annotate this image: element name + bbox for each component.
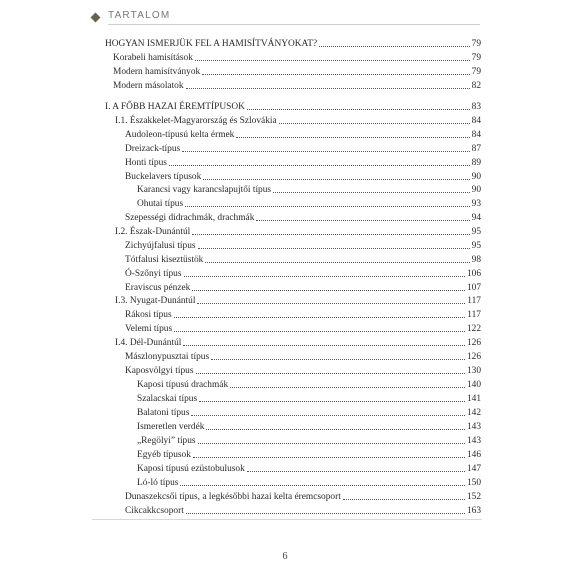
toc-entry[interactable] [125, 252, 481, 266]
toc-entry[interactable] [125, 155, 481, 169]
dot-leader [185, 206, 470, 207]
dot-leader [182, 151, 469, 152]
toc-entry-page: 79 [471, 39, 481, 49]
toc-entry-title: Kaposi típusú ezüstobulusok [137, 464, 245, 474]
toc-entry-page: 84 [471, 116, 481, 126]
toc-entry-page: 126 [466, 338, 481, 348]
dot-leader [169, 165, 470, 166]
toc-entry-page: 126 [466, 352, 481, 362]
dot-leader [192, 290, 465, 291]
dot-leader [183, 345, 465, 346]
dot-leader [184, 276, 465, 277]
toc-entry-title: Korabeli hamisítások [113, 53, 193, 63]
toc-entry-title: I.4. Dél-Dunántúl [115, 338, 182, 348]
toc-entry-title: Mászlonypusztai típus [125, 352, 210, 362]
toc-entry-title: Karancsi vagy karancslapujtői típus [137, 185, 272, 195]
toc-entry-title: Ló-ló típus [137, 478, 179, 488]
toc-entry[interactable] [137, 475, 481, 489]
toc-entry-page: 147 [466, 464, 481, 474]
dot-leader [247, 109, 470, 110]
dot-leader [273, 192, 470, 193]
bottom-rule [92, 519, 482, 520]
dot-leader [198, 248, 470, 249]
toc-entry[interactable] [125, 307, 481, 321]
toc-entry-title: I. A FŐBB HAZAI ÉREMTÍPUSOK [105, 102, 245, 112]
toc-entry[interactable] [113, 78, 481, 92]
toc-entry-title: Rákosi típus [125, 310, 172, 320]
dot-leader [192, 234, 469, 235]
toc-entry[interactable] [137, 182, 481, 196]
toc-entry-title: Dunaszekcsői típus, a legkésőbbi hazai kelta éremcsoport [125, 492, 341, 502]
dot-leader [247, 471, 465, 472]
dot-leader [186, 88, 470, 89]
dot-leader [193, 457, 465, 458]
toc-entry-title: Ó-Szőnyi típus [125, 269, 182, 279]
toc-entry-page: 79 [471, 67, 481, 77]
toc-entry-page: 143 [466, 436, 481, 446]
dot-leader [186, 513, 465, 514]
toc-entry[interactable] [137, 196, 481, 210]
toc-entry-page: 87 [471, 144, 481, 154]
dot-leader [195, 60, 470, 61]
toc-entry-title: I.3. Nyugat-Dunántúl [115, 296, 196, 306]
dot-leader [205, 262, 469, 263]
toc-entry-title: I.2. Észak-Dunántúl [115, 227, 191, 237]
toc-entry-title: Zichyújfalusi típus [125, 241, 196, 251]
toc-entry-title: Dreizack-típus [125, 144, 181, 154]
toc-entry-title: HOGYAN ISMERJÜK FEL A HAMISÍTVÁNYOKAT? [105, 39, 318, 49]
dot-leader [174, 317, 466, 318]
toc-entry[interactable] [125, 349, 481, 363]
toc-entry-title: Kaposvölgyi típus [125, 366, 194, 376]
dot-leader [191, 415, 465, 416]
toc-entry-page: 141 [466, 394, 481, 404]
dot-leader [343, 499, 465, 500]
toc-entry[interactable] [125, 127, 481, 141]
toc-entry-title: Eraviscus pénzek [125, 283, 191, 293]
toc-entry-title: Balatoni típus [137, 408, 190, 418]
toc-entry-title: Szepességi didrachmák, drachmák [125, 213, 255, 223]
dot-leader [174, 331, 465, 332]
toc-entry[interactable] [137, 447, 481, 461]
dot-leader [180, 485, 465, 486]
toc-entry-title: Buckelavers típusok [125, 172, 202, 182]
dot-leader [203, 179, 469, 180]
toc-entry-page: 143 [466, 422, 481, 432]
toc-entry[interactable] [125, 169, 481, 183]
toc-entry-page: 90 [471, 185, 481, 195]
toc-entry-page: 117 [467, 310, 481, 320]
toc-entry-page: 106 [466, 269, 481, 279]
dot-leader [202, 74, 469, 75]
page-number: 6 [282, 551, 288, 562]
toc-entry-page: 89 [471, 158, 481, 168]
toc-entry-title: Honti típus [125, 158, 167, 168]
toc-entry-title: Kaposi típusú drachmák [137, 380, 229, 390]
dot-leader [211, 359, 465, 360]
header-title: TARTALOM [108, 10, 171, 21]
toc-entry-title: Audoleon-típusú kelta érmek [125, 130, 235, 140]
toc-entry[interactable] [105, 36, 481, 50]
toc-entry-title: Cikcakkcsoport [125, 506, 184, 516]
dot-leader [196, 373, 465, 374]
dot-leader [198, 443, 465, 444]
toc-entry-page: 82 [471, 81, 481, 91]
toc-entry[interactable] [125, 489, 481, 503]
toc-entry-title: Modern hamisítványok [113, 67, 201, 77]
toc-entry-page: 152 [466, 492, 481, 502]
toc-entry-page: 95 [471, 241, 481, 251]
toc-entry[interactable] [137, 391, 481, 405]
toc-entry-title: Velemi típus [125, 324, 173, 334]
toc-entry-page: 146 [466, 450, 481, 460]
toc-entry[interactable] [125, 141, 481, 155]
toc-entry[interactable] [115, 113, 481, 127]
toc-entry-title: Tótfalusi kiseztüstök [125, 255, 204, 265]
toc-entry-title: I.1. Északkelet-Magyarország és Szlovákia [115, 116, 277, 126]
toc-entry-page: 90 [471, 172, 481, 182]
toc-entry-page: 79 [471, 53, 481, 63]
toc-entry[interactable] [125, 363, 481, 377]
toc-entry[interactable] [137, 461, 481, 475]
toc-entry[interactable] [125, 280, 481, 294]
toc-entry[interactable] [137, 405, 481, 419]
toc-entry[interactable] [113, 64, 481, 78]
toc-entry-title: Modern másolatok [113, 81, 184, 91]
dot-leader [319, 46, 469, 47]
toc-entry[interactable] [125, 266, 481, 280]
toc-entry-page: 117 [467, 296, 481, 306]
dot-leader [279, 123, 470, 124]
toc-entry-page: 142 [466, 408, 481, 418]
toc-entry-page: 107 [466, 283, 481, 293]
toc-entry[interactable] [125, 503, 481, 517]
toc-entry[interactable] [105, 99, 481, 113]
dot-leader [230, 387, 465, 388]
toc-entry[interactable] [113, 50, 481, 64]
toc-entry[interactable] [125, 210, 481, 224]
toc-entry-page: 94 [471, 213, 481, 223]
toc-entry-page: 163 [466, 506, 481, 516]
dot-leader [256, 220, 469, 221]
dot-leader [206, 429, 465, 430]
toc-entry-page: 140 [466, 380, 481, 390]
dot-leader [199, 401, 465, 402]
toc-entry-page: 95 [471, 227, 481, 237]
toc-entry[interactable] [125, 321, 481, 335]
toc-entry-page: 150 [466, 478, 481, 488]
toc-entry-page: 130 [466, 366, 481, 376]
toc-entry-title: Ismeretlen verdék [137, 422, 205, 432]
toc-entry[interactable] [115, 224, 481, 238]
toc-entry-title: Szalacskai típus [137, 394, 198, 404]
toc-entry[interactable] [137, 419, 481, 433]
toc-entry-page: 93 [471, 199, 481, 209]
toc-entry[interactable] [115, 335, 481, 349]
dot-leader [236, 137, 469, 138]
toc-entry-title: Egyéb típusok [137, 450, 191, 460]
toc-entry[interactable] [137, 377, 481, 391]
toc-entry-page: 122 [466, 324, 481, 334]
toc-entry-title: Ohutai típus [137, 199, 184, 209]
toc-entry-page: 98 [471, 255, 481, 265]
toc-entry-page: 83 [471, 102, 481, 112]
toc-entry[interactable] [125, 238, 481, 252]
toc-entry[interactable] [115, 293, 481, 307]
toc-entry-title: „Regölyi” típus [137, 436, 196, 446]
dot-leader [197, 303, 465, 304]
toc-entry[interactable] [137, 433, 481, 447]
toc-entry-page: 84 [471, 130, 481, 140]
